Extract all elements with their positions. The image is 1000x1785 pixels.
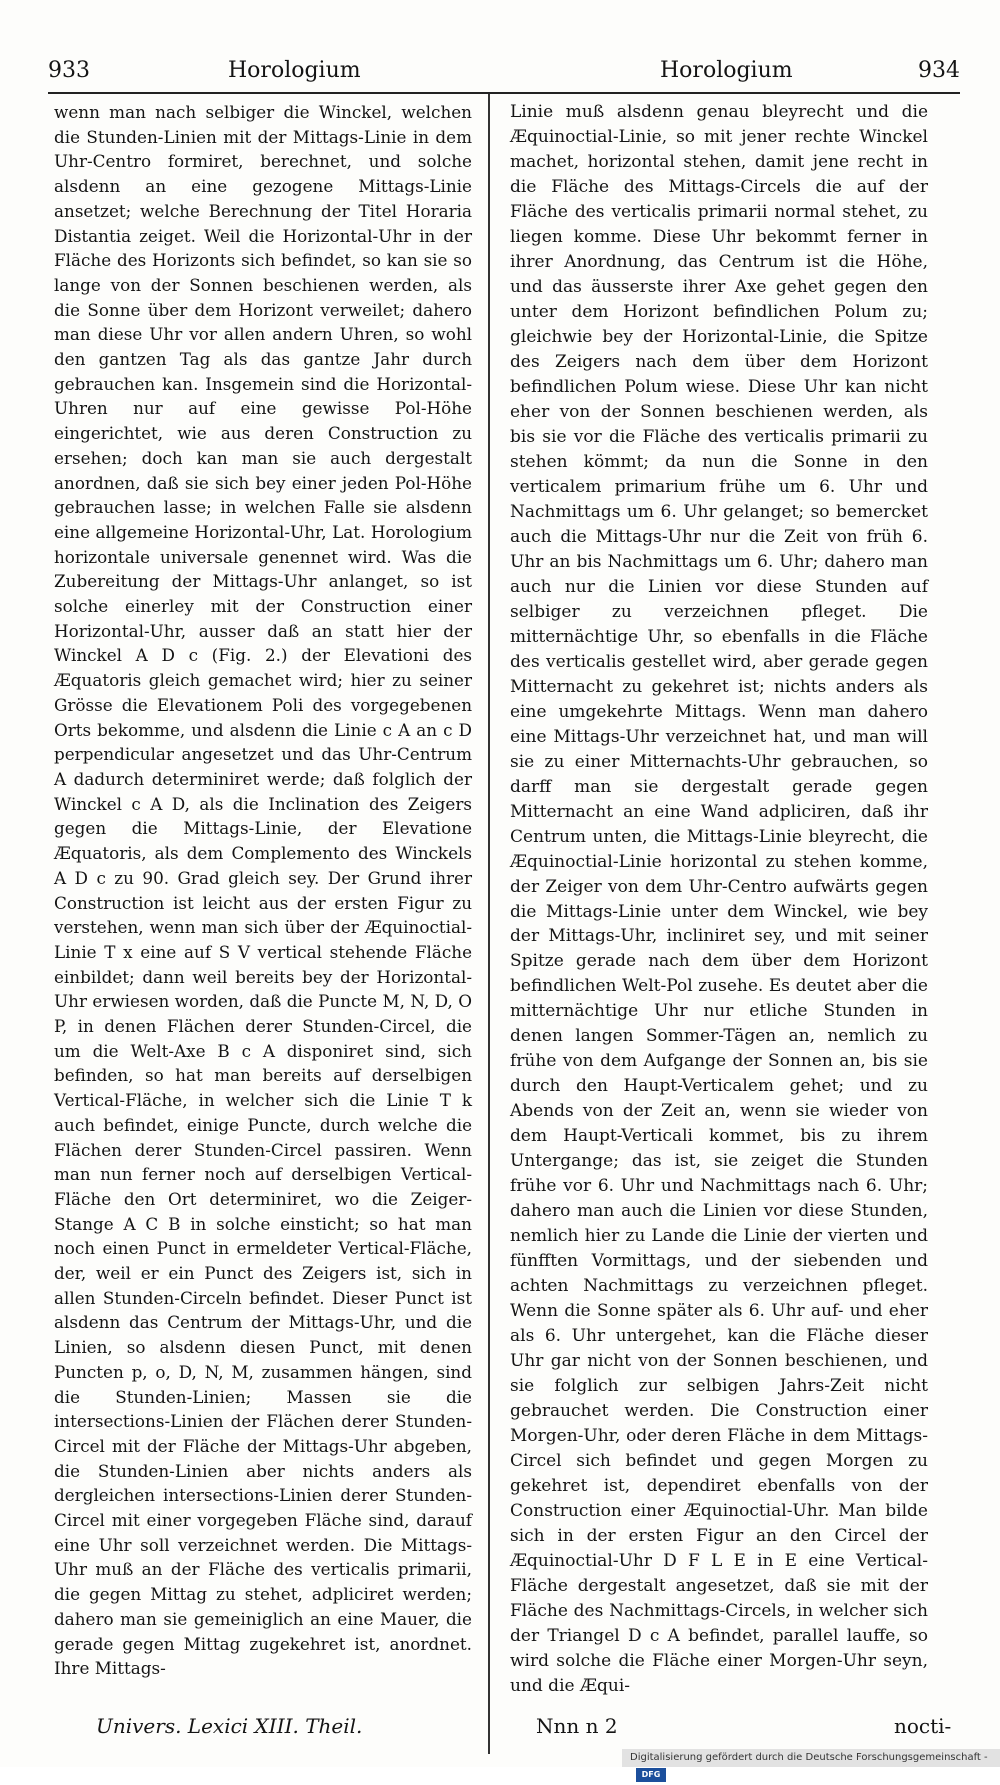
page-number-right: 934 <box>918 58 960 83</box>
gathering-mark: Nnn n 2 <box>536 1714 618 1738</box>
running-title-left: Horologium <box>228 58 361 83</box>
attribution-text: Digitalisierung gefördert durch die Deutsche Forschungsgemeinschaft - <box>630 1752 988 1763</box>
digitization-attribution <box>622 1749 1000 1779</box>
running-header <box>48 52 960 92</box>
page-number-left: 933 <box>48 58 90 83</box>
text-column-right: Linie muß alsdenn genau bleyrecht und die Æquinoctial-Linie, so mit jener rechte Winckel machet, horizontal stehen, damit jene recht in die Fläche des Mittags-Circels die auf der Fläche des verticalis primarii normal stehet, zu liegen komme. Diese Uhr bekommt ferner in ihrer Anordnung, das Centrum ist die Höhe, und das äusserste ihrer Axe gehet gegen den unter dem Horizont befindlichen Polum zu; gleichwie bey der Horizontal-Linie, die Spitze des Zeigers nach dem über dem Horizont befindlichen Polum wiese. Diese Uhr kan nicht eher von der Sonnen beschienen werden, als bis sie vor die Fläche des verticalis primarii zu stehen kömmt; da nun die Sonne in den verticalem primarium frühe um 6. Uhr und Nachmittags um 6. Uhr gelanget; so bemercket auch die Mittags-Uhr nur die Zeit von früh 6. Uhr an bis Nachmittags um 6. Uhr; dahero man auch nur die Linien vor diese Stunden auf selbiger zu verzeichnen pfleget. Die mitternächtige Uhr, so ebenfalls in die Fläche des verticalis gestellet wird, aber gerade gegen Mitternacht zu gekehret ist; nichts anders als eine umgekehrte Mittags. Wenn man dahero eine Mittags-Uhr verzeichnet hat, und man will sie zu einer Mitternachts-Uhr gebrauchen, so darff man sie dergestalt gerade gegen Mitternacht an eine Wand adpliciren, daß ihr Centrum unten, die Mittags-Linie bleyrecht, die Æquinoctial-Linie horizontal zu stehen komme, der Zeiger von dem Uhr-Centro aufwärts gegen die Mittags-Linie unter dem Winckel, wie bey der Mittags-Uhr, incliniret sey, und mit seiner Spitze gerade nach dem über dem Horizont befindlichen Welt-Pol zusehe. Es deutet aber die mitternächtige Uhr nur etliche Stunden in denen langen Sommer-Tägen an, nemlich zu frühe von dem Aufgange der Sonnen an, bis sie durch den Haupt-Verticalem gehet; und zu Abends von der Zeit an, wenn sie wieder von dem Haupt-Verticali kommet, bis zu ihrem Untergange; das ist, sie zeiget die Stunden frühe vor 6. Uhr und Nachmittags nach 6. Uhr; dahero man auch die Linien vor diese Stunden, nemlich hier zu Lande die Linie der vierten und fünfften Vormittags, und der siebenden und achten Nachmittags zu verzeichnen pfleget. Wenn die Sonne später als 6. Uhr auf- und eher als 6. Uhr untergehet, kan die Fläche dieser Uhr gar nicht von der Sonnen beschienen, und sie folglich zur selbigen Jahrs-Zeit nicht gebrauchet werden. Die Construction einer Morgen-Uhr, oder deren Fläche in dem Mittags-Circel sich befindet und gegen Morgen zu gekehret ist, dependiret ebenfalls von der Construction einer Æquinoctial-Uhr. Man bilde sich in der ersten Figur an den Circel der Æquinoctial-Uhr D F L E in E eine Vertical-Fläche dergestalt angesetzet, daß sie mit der Fläche des Nachmittags-Circels, in welcher sich der Triangel D c A befindet, parallel lauffe, so wird solche die Fläche einer Morgen-Uhr seyn, und die Æqui- <box>510 102 928 1697</box>
header-rule <box>48 92 960 94</box>
dfg-logo-icon: DFG <box>636 1768 666 1782</box>
text-column-left: wenn man nach selbiger die Winckel, welchen die Stunden-Linien mit der Mittags-Linie in dem Uhr-Centro formiret, berechnet, und solche alsdenn an eine gezogene Mittags-Linie ansetzet; welche Berechnung der Titel Horaria Distantia zeiget. Weil die Horizontal-Uhr in der Fläche des Horizonts sich befindet, so kan sie so lange von der Sonnen beschienen werden, als die Sonne über dem Horizont verweilet; dahero man diese Uhr vor allen andern Uhren, so wohl den gantzen Tag als das gantze Jahr durch gebrauchen kan. Insgemein sind die Horizontal-Uhren nur auf eine gewisse Pol-Höhe eingerichtet, wie aus deren Construction zu ersehen; doch kan man sie auch dergestalt anordnen, daß sie sich bey einer jeden Pol-Höhe gebrauchen lasse; in welchen Falle sie alsdenn eine allgemeine Horizontal-Uhr, Lat. Horologium horizontale universale genennet wird. Was die Zubereitung der Mittags-Uhr anlanget, so ist solche einerley mit der Construction einer Horizontal-Uhr, ausser daß an statt hier der Winckel A D c (Fig. 2.) der Elevationi des Æquatoris gleich gemachet wird; hier zu seiner Grösse die Elevationem Poli des vorgegebenen Orts bekomme, und alsdenn die Linie c A an c D perpendicular angesetzet und das Uhr-Centrum A dadurch determiniret werde; daß folglich der Winckel c A D, als die Inclination des Zeigers gegen die Mittags-Linie, der Elevatione Æquatoris, als dem Complemento des Winckels A D c zu 90. Grad gleich sey. Der Grund ihrer Construction ist leicht aus der ersten Figur zu verstehen, wenn man sich über der Æquinoctial-Linie T x eine auf S V vertical stehende Fläche einbildet; dann weil bereits bey der Horizontal-Uhr erwiesen worden, daß die Puncte M, N, D, O P, in denen Flächen derer Stunden-Circel, die um die Welt-Axe B c A disponiret sind, sich befinden, so hat man bereits auf derselbigen Vertical-Fläche, in welcher sich die Linie T k auch befindet, einige Puncte, durch welche die Flächen derer Stunden-Circel passiren. Wenn man nun ferner noch auf derselbigen Vertical-Fläche den Ort determiniret, wo die Zeiger-Stange A C B in solche einsticht; so hat man noch einen Punct in ermeldeter Vertical-Fläche, der, weil er ein Punct des Zeigers ist, sich in allen Stunden-Circeln befindet. Dieser Punct ist alsdenn das Centrum der Mittags-Uhr, und die Linien, so alsdenn diesen Punct, mit denen Puncten p, o, D, N, M, zusammen hängen, sind die Stunden-Linien; Massen sie die intersections-Linien der Flächen derer Stunden-Circel mit der Fläche der Mittags-Uhr abgeben, die Stunden-Linien aber nichts anders als dergleichen intersections-Linien derer Stunden-Circel mit einer vorgegeben Fläche sind, darauf eine Uhr soll verzeichnet werden. Die Mittags-Uhr muß an der Fläche des verticalis primarii, die gegen Mittag zu stehet, adpliciret werden; dahero man sie gemeiniglich an eine Mauer, die gerade gegen Mittag zugekehret ist, anordnet. Ihre Mittags- <box>54 102 472 1679</box>
catchword: nocti- <box>894 1714 952 1738</box>
column-divider <box>488 94 490 1754</box>
running-title-right: Horologium <box>660 58 793 83</box>
signature-mark: Univers. Lexici XIII. Theil. <box>96 1714 363 1738</box>
